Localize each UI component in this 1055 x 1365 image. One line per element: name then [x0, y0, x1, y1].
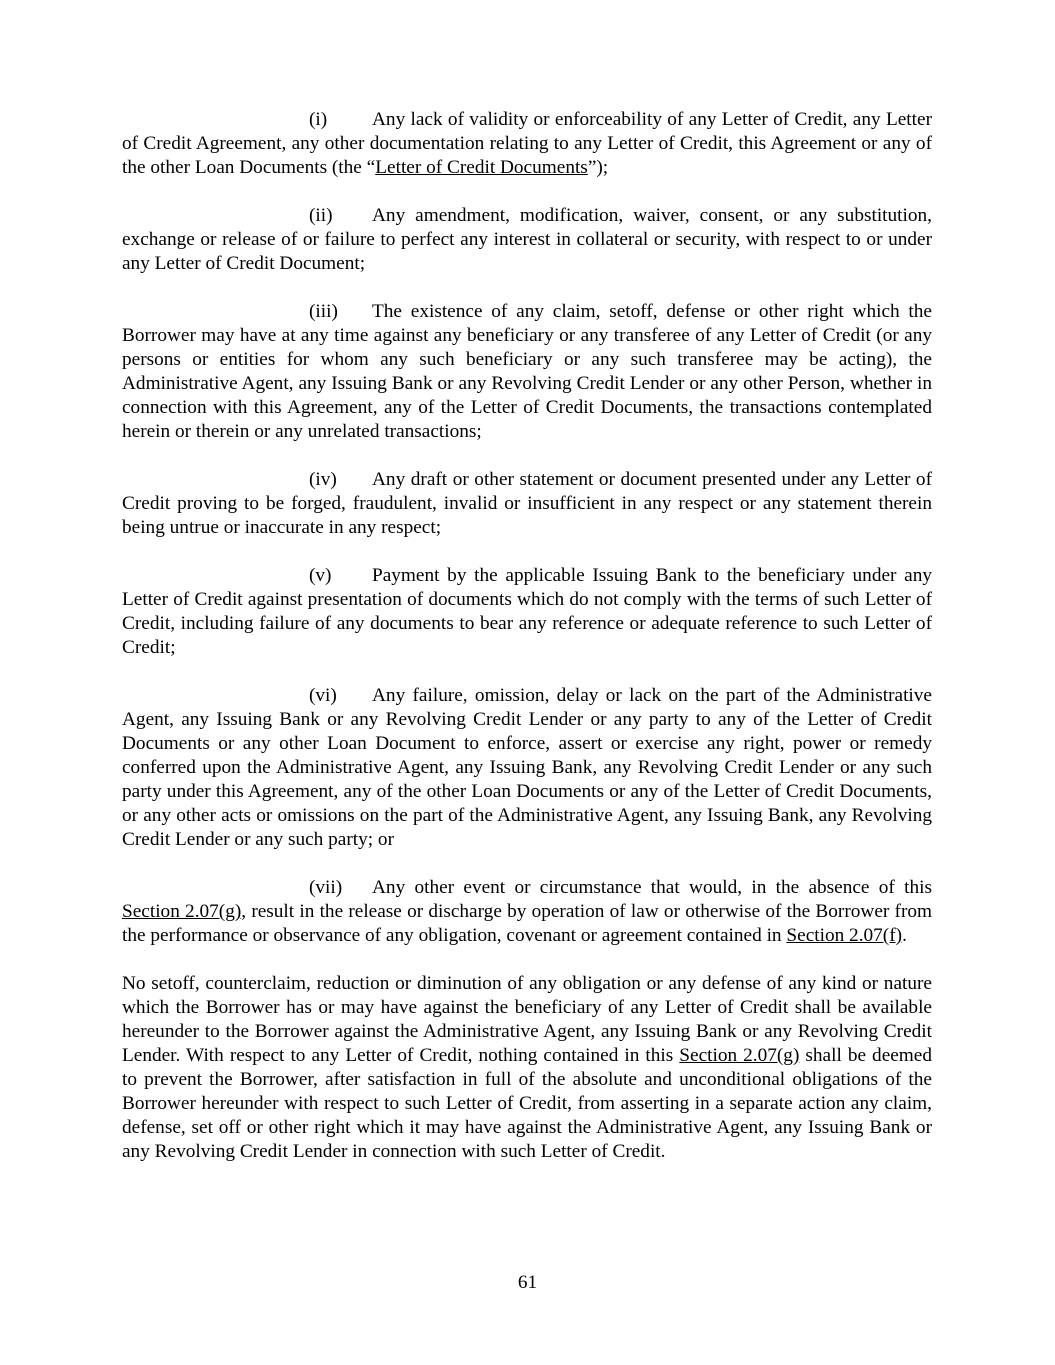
- closing-paragraph: [122, 972, 932, 1164]
- clause-label: (v): [309, 565, 332, 586]
- section-reference: Section 2.07(g): [122, 901, 242, 922]
- text-run: Any other event or circumstance that would, in the absence of this: [372, 877, 932, 898]
- text-run: .: [902, 925, 907, 946]
- section-reference: Letter of Credit Documents: [375, 157, 588, 178]
- text-run: shall be deemed to prevent the Borrower, after satisfaction in full of the absolute and unconditional obligations of the Borrower hereunder with respect to such Letter of Credit, from asserting in a separate action any claim, defense, set off or other right which it may have against the Administrative Agent, any Issuing Bank or any Revolving Credit Lender in connection with such Letter of Credit.: [122, 1045, 933, 1162]
- section-reference: Section 2.07(f): [786, 925, 903, 946]
- page-footer: [0, 1272, 1055, 1294]
- section-reference: Section 2.07(g): [679, 1045, 800, 1066]
- text-run: Any lack of validity or enforceability of any Letter of Credit, any Letter of Credit Agreement, any other documentation relating to any Letter of Credit, this Agreement or any of the other Loan Documents (the “: [122, 109, 932, 178]
- text-run: No setoff, counterclaim, reduction or diminution of any obligation or any defense of any kind or nature which the Borrower has or may have against the beneficiary of any Letter of Credit shall be available hereunder to the Borrower against the Administrative Agent, any Issuing Bank or any Revolving Credit Lender. With respect to any Letter of Credit, nothing contained in this: [122, 973, 932, 1066]
- clause-label: (vi): [309, 685, 337, 706]
- clause-label: (vii): [309, 877, 343, 898]
- clause-iii: [122, 300, 932, 444]
- clause-v: [122, 564, 932, 660]
- text-run: Any draft or other statement or document presented under any Letter of Credit proving to be forged, fraudulent, invalid or insufficient in any respect or any statement therein being untrue or inaccurate in any respect;: [122, 469, 932, 538]
- clause-label: (ii): [309, 205, 333, 226]
- text-run: Any failure, omission, delay or lack on the part of the Administrative Agent, any Issuing Bank or any Revolving Credit Lender or any party to any of the Letter of Credit Documents or any other Loan Document to enforce, assert or exercise any right, power or remedy conferred upon the Administrative Agent, any Issuing Bank, any Revolving Credit Lender or any such party under this Agreement, any of the other Loan Documents or any of the Letter of Credit Documents, or any other acts or omissions on the part of the Administrative Agent, any Issuing Bank, any Revolving Credit Lender or any such party; or: [122, 685, 932, 850]
- text-run: The existence of any claim, setoff, defense or other right which the Borrower may have at any time against any beneficiary or any transferee of any Letter of Credit (or any persons or entities for whom any such beneficiary or any such transferee may be acting), the Administrative Agent, any Issuing Bank or any Revolving Credit Lender or any other Person, whether in connection with this Agreement, any of the Letter of Credit Documents, the transactions contemplated herein or therein or any unrelated transactions;: [122, 301, 932, 442]
- clause-i: [122, 108, 932, 180]
- clause-iv: [122, 468, 932, 540]
- text-run: Payment by the applicable Issuing Bank to the beneficiary under any Letter of Credit against presentation of documents which do not comply with the terms of such Letter of Credit, including failure of any documents to bear any reference or adequate reference to such Letter of Credit;: [122, 565, 932, 658]
- text-run: ”);: [587, 157, 609, 178]
- text-run: , result in the release or discharge by operation of law or otherwise of the Borrower from the performance or observance of any obligation, covenant or agreement contained in: [122, 901, 932, 946]
- clause-label: (iv): [309, 469, 337, 490]
- document-body: [122, 108, 932, 1164]
- clause-vii: [122, 876, 932, 948]
- page-number: 61: [517, 1272, 538, 1293]
- clause-ii: [122, 204, 932, 276]
- text-run: Any amendment, modification, waiver, consent, or any substitution, exchange or release of or failure to perfect any interest in collateral or security, with respect to or under any Letter of Credit Document;: [122, 205, 932, 274]
- clause-vi: [122, 684, 932, 852]
- clause-label: (iii): [309, 301, 338, 322]
- clause-label: (i): [309, 109, 328, 130]
